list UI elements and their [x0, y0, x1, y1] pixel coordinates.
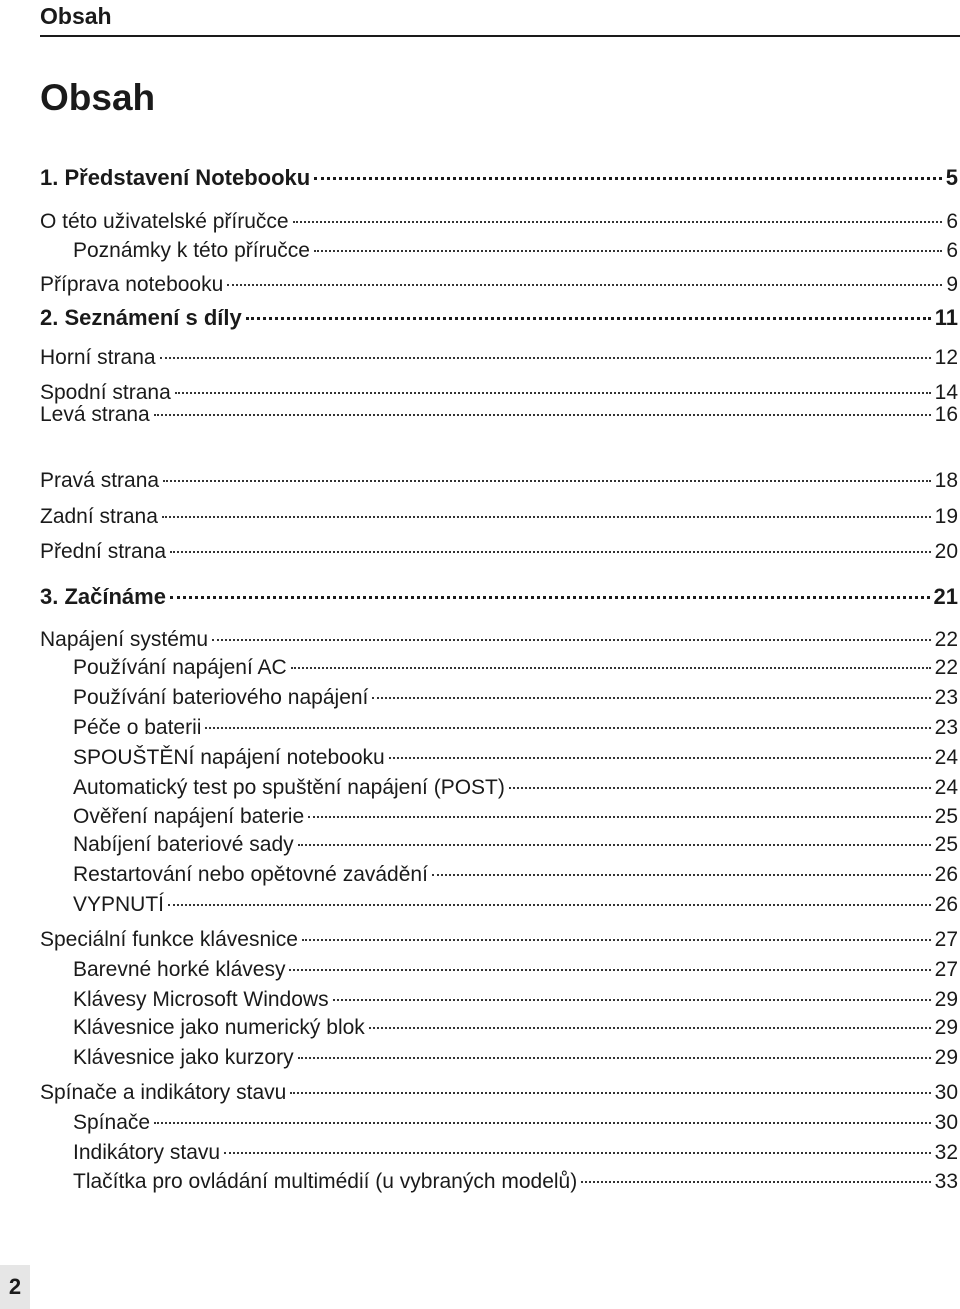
toc-entry-title: Klávesnice jako numerický blok: [73, 1016, 365, 1039]
toc-entry-page: 32: [934, 1141, 958, 1164]
toc-entry-page: 16: [934, 403, 958, 426]
toc-entry[interactable]: [40, 303, 958, 333]
dot-leader: [509, 787, 931, 789]
dot-leader: [293, 221, 943, 223]
toc-entry-page: 27: [934, 958, 958, 981]
dot-leader: [298, 844, 931, 846]
toc-entry-page: 11: [934, 305, 958, 330]
dot-leader: [154, 414, 931, 416]
dot-leader: [581, 1181, 930, 1183]
toc-entry-page: 33: [934, 1170, 958, 1193]
dot-leader: [302, 939, 931, 941]
toc-entry-page: 9: [946, 273, 958, 296]
toc-entry-title: Speciální funkce klávesnice: [40, 928, 298, 951]
toc-entry-title: Příprava notebooku: [40, 273, 224, 296]
toc-entry[interactable]: [40, 502, 958, 532]
dot-leader: [432, 874, 931, 876]
toc-entry[interactable]: [40, 653, 958, 683]
toc-entry-page: 25: [934, 833, 958, 856]
toc-entry-page: 6: [946, 210, 958, 233]
toc-entry[interactable]: [40, 400, 958, 430]
toc-entry-title: Spodní strana: [40, 381, 171, 404]
toc-entry-page: 29: [934, 1016, 958, 1039]
dot-leader: [154, 1122, 931, 1124]
toc-entry[interactable]: [40, 683, 958, 713]
dot-leader: [291, 667, 931, 669]
toc-entry-page: 19: [934, 505, 958, 528]
toc-entry-page: 23: [934, 686, 958, 709]
toc-entry[interactable]: [40, 1043, 958, 1073]
toc-entry-page: 29: [934, 988, 958, 1011]
dot-leader: [290, 1092, 930, 1094]
toc-entry-page: 5: [945, 165, 958, 190]
toc-entry-title: Restartování nebo opětovné zavádění: [73, 863, 428, 886]
dot-leader: [389, 757, 931, 759]
toc-entry-title: Automatický test po spuštění napájení (POST): [73, 776, 505, 799]
toc-entry-page: 27: [934, 928, 958, 951]
header-divider: [40, 35, 960, 37]
toc-entry-page: 21: [933, 584, 958, 609]
toc-entry-title: Přední strana: [40, 540, 167, 563]
toc-entry[interactable]: [40, 925, 958, 955]
toc-entry[interactable]: [40, 163, 958, 193]
toc-entry-title: 3. Začínáme: [40, 584, 166, 609]
toc-entry[interactable]: [40, 625, 958, 655]
toc-entry-page: 6: [946, 239, 958, 262]
toc-entry-title: Ověření napájení baterie: [73, 805, 305, 828]
dot-leader: [227, 284, 942, 286]
toc-entry-title: Levá strana: [40, 403, 150, 426]
page-number: 2: [0, 1265, 30, 1309]
toc-entry-title: O této uživatelské příručce: [40, 210, 289, 233]
toc-entry[interactable]: [40, 537, 958, 567]
toc-entry[interactable]: [40, 713, 958, 743]
toc-entry-page: 22: [934, 628, 958, 651]
toc-entry-page: 29: [934, 1046, 958, 1069]
toc-entry[interactable]: [40, 343, 958, 373]
toc-entry-title: Horní strana: [40, 346, 156, 369]
toc-entry[interactable]: [40, 955, 958, 985]
toc-entry-title: Poznámky k této příručce: [73, 239, 310, 262]
dot-leader: [314, 177, 942, 180]
toc-entry-page: 26: [934, 893, 958, 916]
dot-leader: [163, 480, 931, 482]
toc-entry-title: Indikátory stavu: [73, 1141, 221, 1164]
toc-entry[interactable]: [40, 1013, 958, 1043]
toc-entry-title: Zadní strana: [40, 505, 158, 528]
dot-leader: [298, 1057, 931, 1059]
toc-entry-page: 24: [934, 746, 958, 769]
toc-entry-page: 30: [934, 1111, 958, 1134]
dot-leader: [170, 551, 931, 553]
toc-entry[interactable]: [40, 1138, 958, 1168]
toc-entry-page: 26: [934, 863, 958, 886]
toc-entry[interactable]: [40, 890, 958, 920]
toc-entry-title: Péče o baterii: [73, 716, 202, 739]
toc-entry-title: Napájení systému: [40, 628, 209, 651]
toc-entry[interactable]: [40, 1078, 958, 1108]
dot-leader: [289, 969, 930, 971]
dot-leader: [168, 904, 931, 906]
dot-leader: [372, 697, 930, 699]
toc-entry[interactable]: [40, 985, 958, 1015]
dot-leader: [246, 317, 931, 320]
toc-entry-title: VYPNUTÍ: [73, 893, 165, 916]
toc-entry-page: 20: [934, 540, 958, 563]
toc-entry-title: Pravá strana: [40, 469, 160, 492]
toc-entry[interactable]: [40, 582, 958, 612]
toc-entry[interactable]: [40, 466, 958, 496]
toc-entry-title: Spínače a indikátory stavu: [40, 1081, 287, 1104]
toc-entry-page: 24: [934, 776, 958, 799]
toc-entry-title: 1. Představení Notebooku: [40, 165, 311, 190]
toc-entry[interactable]: [40, 1167, 958, 1197]
toc-entry-title: Klávesnice jako kurzory: [73, 1046, 294, 1069]
toc-entry-page: 12: [934, 346, 958, 369]
dot-leader: [162, 516, 931, 518]
toc-entry[interactable]: [40, 773, 958, 803]
toc-entry-page: 18: [934, 469, 958, 492]
toc-entry[interactable]: [40, 270, 958, 300]
toc-entry-page: 22: [934, 656, 958, 679]
toc-entry-title: Používání bateriového napájení: [73, 686, 369, 709]
toc-entry[interactable]: [40, 802, 958, 832]
dot-leader: [333, 999, 931, 1001]
dot-leader: [369, 1027, 931, 1029]
toc-entry-page: 23: [934, 716, 958, 739]
toc-entry[interactable]: [40, 830, 958, 860]
toc-entry-title: Používání napájení AC: [73, 656, 287, 679]
toc-entry-title: 2. Seznámení s díly: [40, 305, 242, 330]
dot-leader: [314, 250, 942, 252]
dot-leader: [308, 816, 930, 818]
dot-leader: [170, 596, 930, 599]
toc-entry-page: 25: [934, 805, 958, 828]
toc-entry-title: Nabíjení bateriové sady: [73, 833, 294, 856]
toc-entry[interactable]: [40, 1108, 958, 1138]
dot-leader: [205, 727, 930, 729]
toc-entry[interactable]: [40, 743, 958, 773]
page-title: Obsah: [40, 77, 156, 118]
toc-entry-title: Tlačítka pro ovládání multimédií (u vybraných modelů): [73, 1170, 578, 1193]
dot-leader: [212, 639, 931, 641]
running-header: Obsah: [40, 3, 112, 29]
toc-entry-title: Barevné horké klávesy: [73, 958, 286, 981]
dot-leader: [175, 392, 931, 394]
toc-entry-page: 14: [934, 381, 958, 404]
toc-entry[interactable]: [40, 236, 958, 266]
toc-entry-title: SPOUŠTĚNÍ napájení notebooku: [73, 746, 385, 769]
toc-entry-page: 30: [934, 1081, 958, 1104]
toc-entry[interactable]: [40, 207, 958, 237]
dot-leader: [160, 357, 931, 359]
dot-leader: [224, 1152, 931, 1154]
toc-entry-title: Spínače: [73, 1111, 151, 1134]
toc-entry[interactable]: [40, 860, 958, 890]
toc-entry-title: Klávesy Microsoft Windows: [73, 988, 329, 1011]
